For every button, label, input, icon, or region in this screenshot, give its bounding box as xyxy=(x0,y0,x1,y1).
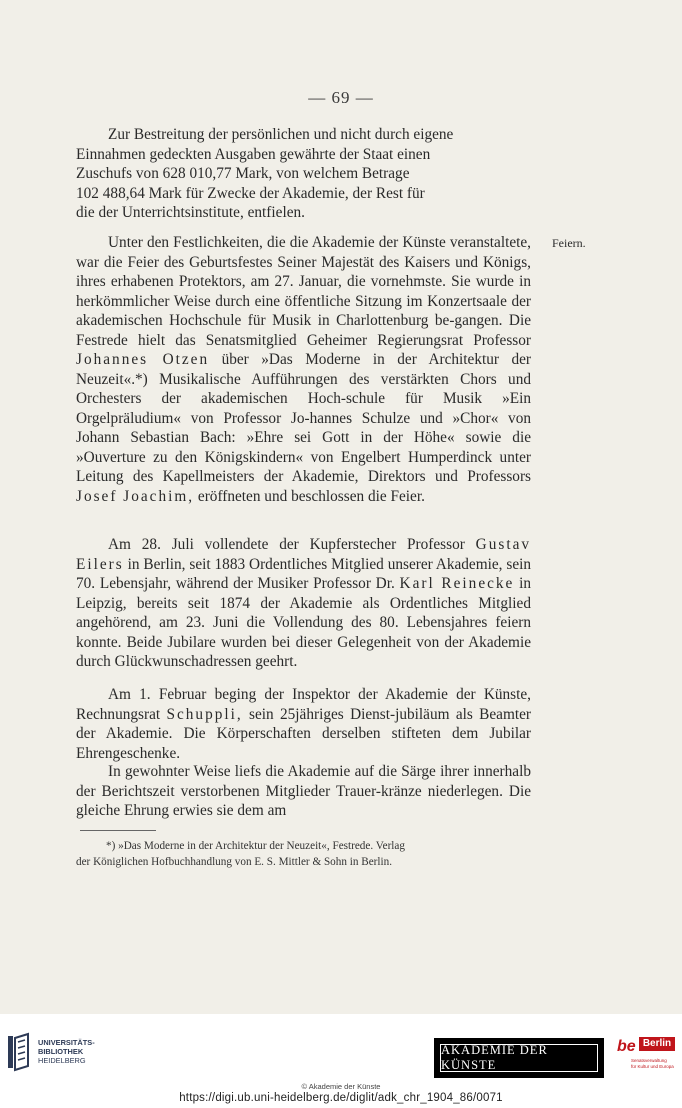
ub-logo-line: BIBLIOTHEK xyxy=(38,1047,84,1056)
berlin-subtitle-line: für Kultur und Europa xyxy=(631,1064,674,1069)
person-name: Schuppli, xyxy=(166,705,243,723)
text-line: Zur Bestreitung der persönlichen und nicht durch eigene xyxy=(108,126,454,143)
text-line: Einnahmen gedeckten Ausgaben gewährte der Staat einen xyxy=(76,145,431,163)
berlin-subtitle-line: Senatsverwaltung xyxy=(631,1058,667,1063)
person-name: Johannes Otzen xyxy=(76,351,210,368)
text-line: 102 488,64 Mark für Zwecke der Akademie, der Rest für xyxy=(76,184,425,202)
text-line: die der Unterrichtsinstitute, entfielen. xyxy=(76,204,305,221)
ub-book-icon xyxy=(6,1032,36,1072)
paragraph-festivities xyxy=(76,233,531,506)
text-run: eröffneten und beschlossen die Feier. xyxy=(197,487,425,505)
berlin-senate-logo[interactable] xyxy=(617,1034,675,1086)
text-run: Unter den Festlichkeiten, die die Akademie der Künste veranstaltete, war die Feier des Geburtsfestes Seiner Majestät des Kaisers und Königs, ihres erhabenen Protektors, am 27. Januar, die vornehmste. Sie wurde in herkömmlicher Weise durch eine öffentliche Sitzung im Konzertsaale der akademischen Hochschule für Musik in Charlottenburg be-gangen. Die Festrede hielt das Senatsmitglied Geheimer Regierungsrat Professor xyxy=(76,234,531,349)
margin-note: Feiern. xyxy=(552,236,586,250)
ub-logo-line: HEIDELBERG xyxy=(38,1056,86,1065)
person-name: Josef Joachim, xyxy=(76,487,195,505)
text-run: In gewohnter Weise liefs die Akademie auf die Särge ihrer innerhalb der Berichtszeit verstorbenen Mitglieder Trauer-kränze niederlegen. Die gleiche Ehrung erwies sie dem am xyxy=(76,763,531,819)
text-run: sein 25jähriges Dienst-jubiläum als Beamter der Akademie. Die Körperschaften derselben stifteten dem Jubilar Ehrengeschenke. xyxy=(76,705,531,762)
akademie-logo[interactable] xyxy=(434,1038,604,1078)
berlin-be-mark: be xyxy=(617,1038,636,1055)
ub-heidelberg-logo[interactable] xyxy=(6,1032,116,1080)
text-run: Am 28. Juli vollendete der Kupferstecher Professor xyxy=(108,536,465,553)
page-number: — 69 — xyxy=(308,88,374,107)
footnote xyxy=(76,838,532,870)
copyright-notice: © Akademie der Künste xyxy=(301,1082,381,1091)
person-name: Gustav Eilers xyxy=(76,536,532,573)
footnote-divider xyxy=(80,830,156,831)
footnote-line: *) »Das Moderne in der Architektur der Neuzeit«, Festrede. Verlag xyxy=(106,840,405,852)
text-run: über »Das Moderne in der Architektur der Neuzeit«.*) Musikalische Aufführungen des verstärkten Chors und Orchesters der akademischen Hoch-schule für Musik »Ein Orgelpräludium« von Professor Jo-hannes Schulze und »Chor« von Johann Sebastian Bach: »Ehre sei Gott in der Höhe« sowie die »Ouverture zu den Königskindern« von Engelbert Humperdinck unter Leitung des Kapellmeisters der Akademie, Direktors und Professors xyxy=(76,351,531,485)
footnote-line: der Königlichen Hofbuchhandlung von E. S. Mittler & Sohn in Berlin. xyxy=(76,856,393,868)
berlin-label: Berlin xyxy=(639,1037,675,1051)
berlin-subtitle xyxy=(631,1058,675,1070)
paragraph-jubilees xyxy=(76,535,531,672)
ub-logo-line: UNIVERSITÄTS- xyxy=(38,1038,95,1047)
paragraph-inspector xyxy=(76,685,531,763)
paragraph-wreaths xyxy=(76,762,531,821)
ub-logo-text xyxy=(38,1038,95,1065)
akademie-label: AKADEMIE DER KÜNSTE xyxy=(440,1044,598,1072)
source-url-link[interactable]: https://digi.ub.uni-heidelberg.de/diglit/adk_chr_1904_86/0071 xyxy=(179,1092,503,1104)
text-run: in Leipzig, bereits seit 1874 der Akademie als Ordentliches Mitglied angehörend, am 23. Juni die Vollendung des 80. Lebensjahres feiern konnte. Beide Jubilare wurden bei dieser Gelegenheit von der Akademie durch Glückwunschadressen geehrt. xyxy=(76,575,531,670)
text-run: Am 1. Februar beging der Inspektor der Akademie der Künste, Rechnungsrat xyxy=(76,686,531,723)
paragraph-financing xyxy=(76,125,531,223)
text-run: in Berlin, seit 1883 Ordentliches Mitglied unserer Akademie, sein 70. Lebensjahr, während der Musiker Professor Dr. xyxy=(76,555,532,592)
text-line: Zuschufs von 628 010,77 Mark, von welchem Betrage xyxy=(76,165,410,182)
person-name: Karl Reinecke xyxy=(399,575,515,592)
